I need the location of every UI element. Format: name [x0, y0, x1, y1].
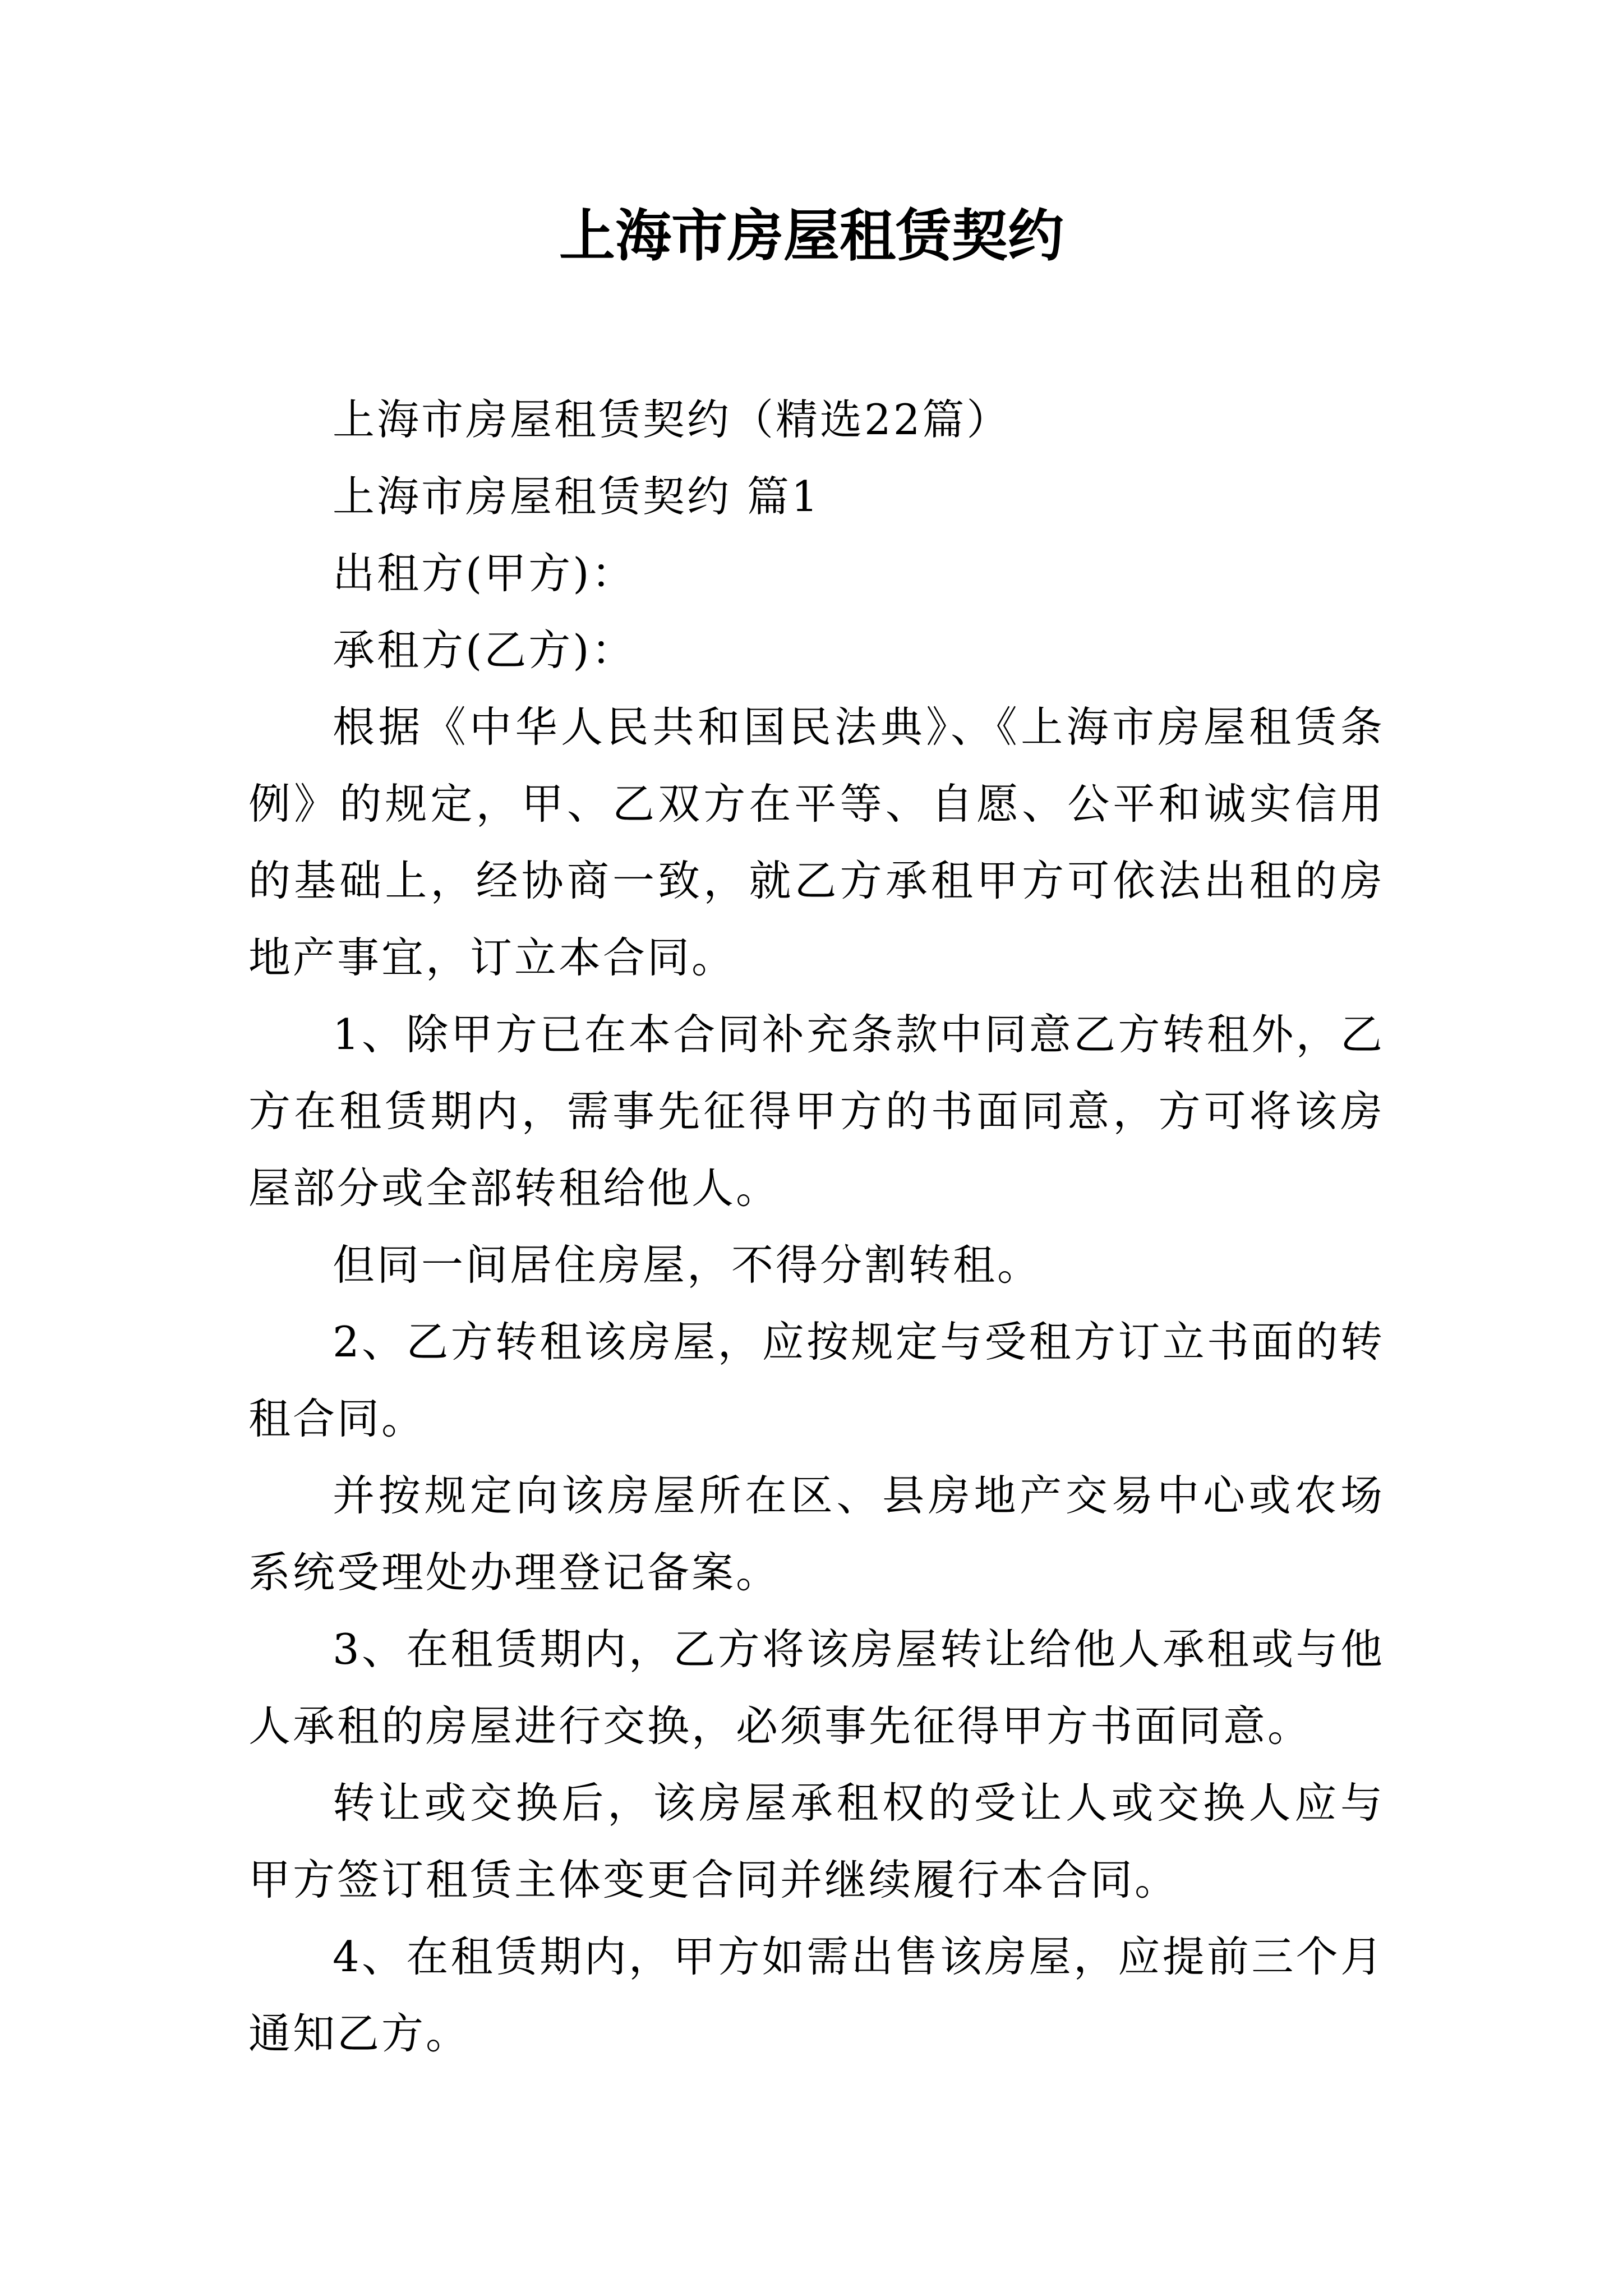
paragraph: 3、在租赁期内，乙方将该房屋转让给他人承租或与他人承租的房屋进行交换，必须事先征得甲方书面同意。: [248, 1625, 1385, 1751]
paragraph: 1、除甲方已在本合同补充条款中同意乙方转租外，乙方在租赁期内，需事先征得甲方的书面同意，方可将该房屋部分或全部转租给他人。: [248, 1010, 1385, 1213]
paragraph: 上海市房屋租赁契约（精选22篇）: [333, 395, 1011, 444]
paragraph: 出租方(甲方)：: [333, 549, 636, 598]
document-body: [248, 381, 1385, 2072]
paragraph: 但同一间居住房屋，不得分割转租。: [333, 1240, 1042, 1290]
paragraph: 承租方(乙方)：: [333, 625, 636, 675]
paragraph: 4、在租赁期内，甲方如需出售该房屋，应提前三个月通知乙方。: [248, 1932, 1385, 2058]
paragraph: 2、乙方转租该房屋，应按规定与受租方订立书面的转租合同。: [248, 1317, 1385, 1443]
paragraph: 根据《中华人民共和国民法典》、《上海市房屋租赁条例》的规定，甲、乙双方在平等、自愿、公平和诚实信用的基础上，经协商一致，就乙方承租甲方可依法出租的房地产事宜，订立本合同。: [248, 702, 1385, 982]
paragraph: 上海市房屋租赁契约 篇1: [333, 472, 820, 521]
paragraph: 转让或交换后，该房屋承租权的受让人或交换人应与甲方签订租赁主体变更合同并继续履行本合同。: [248, 1778, 1385, 1904]
paragraph: 并按规定向该房屋所在区、县房地产交易中心或农场系统受理处办理登记备案。: [248, 1471, 1385, 1597]
document-title: 上海市房屋租赁契约: [559, 203, 1064, 269]
